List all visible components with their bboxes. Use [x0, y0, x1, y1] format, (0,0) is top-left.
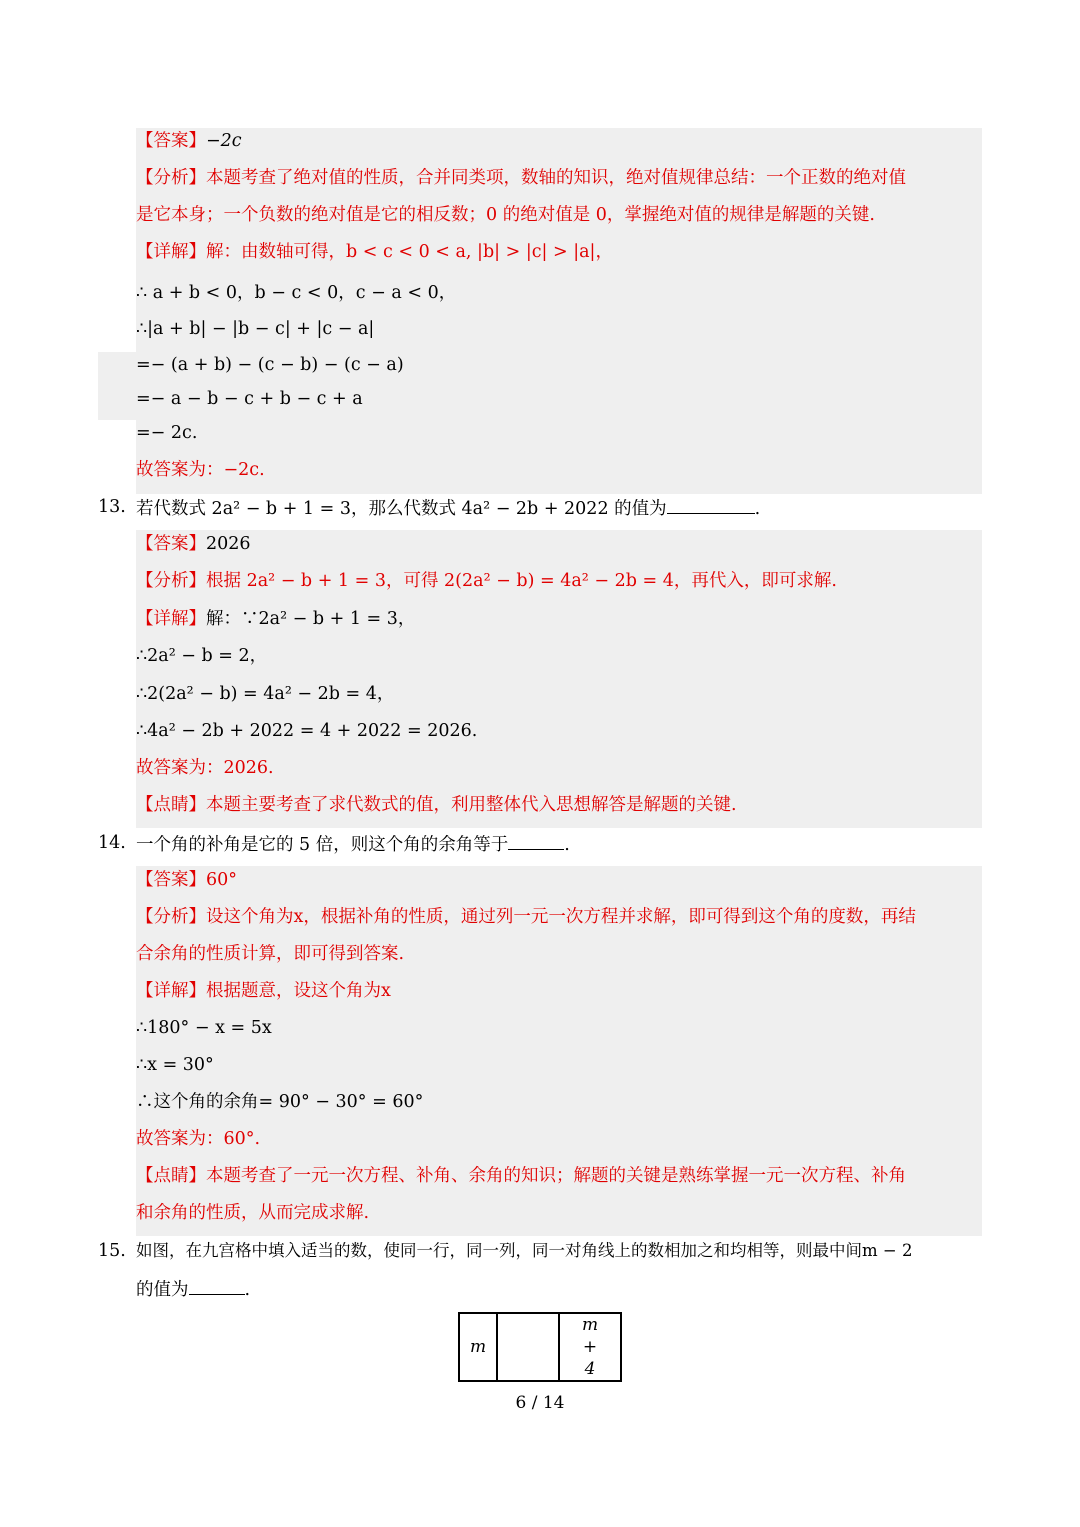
grid-cell	[497, 1313, 559, 1381]
grid-cell: m	[459, 1313, 497, 1381]
q13-answer: 【答案】2026	[136, 534, 251, 554]
q14-conclusion: 故答案为：60°.	[136, 1129, 261, 1149]
q14-number: 14.	[98, 833, 126, 853]
q14-analysis-line-2: 合余角的性质计算，即可得到答案.	[136, 944, 405, 964]
answer-blank	[189, 1276, 245, 1295]
q14-answer: 【答案】60°	[136, 870, 238, 890]
q12-analysis-line-1: 【分析】本题考查了绝对值的性质，合并同类项，数轴的知识，绝对值规律总结：一个正数的绝对值	[136, 168, 906, 188]
q14-detail: 【详解】根据题意，设这个角为x	[136, 981, 391, 1001]
q12-answer-block-extension	[98, 352, 138, 420]
q12-detail: 【详解】解：由数轴可得，b < c < 0 < a, |b| > |c| > |a|，	[136, 242, 613, 262]
q15-question-line-2: 的值为 .	[136, 1276, 250, 1302]
q12-step-5: =− 2c.	[136, 423, 198, 443]
q12-analysis-line-2: 是它本身；一个负数的绝对值是它的相反数；0 的绝对值是 0，掌握绝对值的规律是解题的关键.	[136, 205, 875, 225]
q12-step-1: ∴ a + b < 0，b − c < 0，c − a < 0，	[136, 283, 457, 303]
q13-step-1: ∴2a² − b = 2，	[136, 646, 268, 666]
answer-blank	[667, 495, 755, 514]
q13-step-3: ∴4a² − 2b + 2022 = 4 + 2022 = 2026.	[136, 721, 478, 741]
q14-question: 一个角的补角是它的 5 倍，则这个角的余角等于 .	[136, 831, 570, 857]
q15-number: 15.	[98, 1241, 126, 1261]
q14-step-2: ∴x = 30°	[136, 1055, 214, 1075]
q13-question: 若代数式 2a² − b + 1 = 3，那么代数式 4a² − 2b + 2022 的值为 .	[136, 495, 760, 521]
q12-step-2: ∴|a + b| − |b − c| + |c − a|	[136, 319, 375, 339]
q14-note-line-2: 和余角的性质，从而完成求解.	[136, 1203, 370, 1223]
q14-note-line-1: 【点睛】本题考查了一元一次方程、补角、余角的知识；解题的关键是熟练掌握一元一次方程、补角	[136, 1166, 906, 1186]
page-number: 6 / 14	[515, 1393, 565, 1413]
q13-analysis: 【分析】根据 2a² − b + 1 = 3，可得 2(2a² − b) = 4a² − 2b = 4，再代入，即可求解.	[136, 571, 837, 591]
q15-question-line-1: 如图，在九宫格中填入适当的数，使同一行，同一列，同一对角线上的数相加之和均相等，则最中间m − 2	[136, 1241, 913, 1260]
q13-number: 13.	[98, 497, 126, 517]
q13-detail: 【详解】解：∵2a² − b + 1 = 3，	[136, 609, 416, 629]
answer-blank	[508, 831, 564, 850]
q14-analysis-line-1: 【分析】设这个角为x，根据补角的性质，通过列一元一次方程并求解，即可得到这个角的度数，再结	[136, 907, 916, 927]
nine-grid-table	[458, 1312, 622, 1382]
q13-note: 【点睛】本题主要考查了求代数式的值，利用整体代入思想解答是解题的关键.	[136, 795, 737, 815]
q12-step-4: =− a − b − c + b − c + a	[136, 389, 363, 409]
q12-conclusion: 故答案为：−2c.	[136, 460, 265, 480]
q14-step-1: ∴180° − x = 5x	[136, 1018, 272, 1038]
grid-row	[459, 1313, 621, 1381]
q13-conclusion: 故答案为：2026.	[136, 758, 274, 778]
q12-step-3: =− (a + b) − (c − b) − (c − a)	[136, 355, 404, 375]
grid-cell: m + 4	[559, 1313, 621, 1381]
q13-step-2: ∴2(2a² − b) = 4a² − 2b = 4，	[136, 684, 395, 704]
q12-answer: 【答案】−2c	[136, 131, 242, 151]
q14-step-3: ∴这个角的余角= 90° − 30° = 60°	[136, 1092, 424, 1112]
